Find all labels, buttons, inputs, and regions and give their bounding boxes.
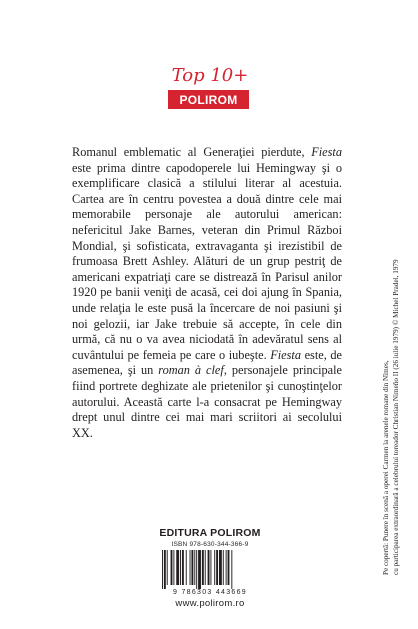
publisher-website: www.polirom.ro [175, 598, 245, 609]
barcode-bar [223, 550, 224, 585]
barcode-bar [208, 550, 210, 585]
isbn-label: ISBN 978-630-344-366-9 [171, 541, 249, 548]
barcode-bar [190, 550, 191, 585]
credits-line-2: cu participarea extraordinară a celebrului toreador Christian Nimeño II (26 iulie 1979) © Michel Pradel, 1979 [392, 259, 400, 575]
back-cover-blurb [72, 145, 342, 441]
blurb-paragraph [72, 145, 342, 441]
barcode-digits: 9 786303 443669 [173, 589, 247, 596]
barcode-graphic [160, 550, 259, 589]
barcode-bar [180, 550, 181, 585]
blurb-text: este prima dintre capodoperele lui Hemingway şi o exemplificare clasică a stilului literar al acestuia. Cartea are în centru povestea a două dintre cele mai memorabile personaje ale autorului american: nefericitul Jake Barnes, veteran din Primul Război Mondial, şi sofisticata, extravaganta şi irezistibil de frumoasa Brett Ashley. Alături de un grup pestriţ de americani expatriaţi care se distrează în Parisul anilor 1920 pe banii veniţi de acasă, cei doi ajung în Spania, unde relaţia le este pusă la încercare de noi pasiuni şi noi gelozii, iar Jake trebuie să accepte, în cele din urmă, că nu o va avea niciodată în adevăratul sens al cuvântului pe femeia pe care o iubeşte. [72, 160, 342, 362]
barcode-bar [194, 550, 195, 585]
barcode-bar [162, 550, 163, 589]
blurb-text: , personajele principale fiind portrete deghizate ale prietenilor şi cunoştinţelor autorului. Această carte l-a consacrat pe Hemingway drept unul dintre cei mai mari scriitori ai secolului XX. [72, 363, 342, 440]
barcode-bar [196, 550, 197, 589]
barcode-bar [191, 550, 193, 585]
barcode-bar [186, 550, 187, 585]
book-title-italic: Fiesta [270, 347, 301, 362]
barcode-bar [214, 550, 215, 585]
barcode-bar [228, 550, 230, 585]
book-title-italic: Fiesta [311, 145, 342, 159]
barcode-bar [198, 550, 201, 589]
barcode-bar [164, 550, 166, 589]
publisher-imprint: EDITURA POLIROM [159, 527, 261, 539]
blurb-text: Romanul emblematic al Generaţiei pierdute, [72, 145, 312, 159]
literary-term-italic: roman à clef [158, 363, 224, 378]
series-logo: Top 10+ [171, 65, 249, 86]
barcode-bar [226, 550, 227, 585]
barcode-bar [202, 550, 204, 585]
cover-photo-credits [381, 105, 401, 575]
barcode-bar [205, 550, 206, 585]
publisher-badge: POLIROM [168, 90, 249, 109]
barcode-bar [210, 550, 211, 585]
barcode-bar [216, 550, 218, 585]
barcode-bar [171, 550, 173, 585]
barcode-bar [167, 550, 168, 585]
barcode-bar [231, 550, 232, 589]
barcode-bar [219, 550, 222, 585]
barcode-bar [173, 550, 174, 585]
barcode [160, 550, 259, 589]
barcode-bar [182, 550, 184, 585]
blurb-text: este, de asemenea, şi un [72, 347, 342, 378]
barcode-bar [176, 550, 179, 585]
credits-line-1: Pe copertă: Punere în scenă a operei Carmen la arenele romane din Nîmes, [382, 360, 390, 575]
